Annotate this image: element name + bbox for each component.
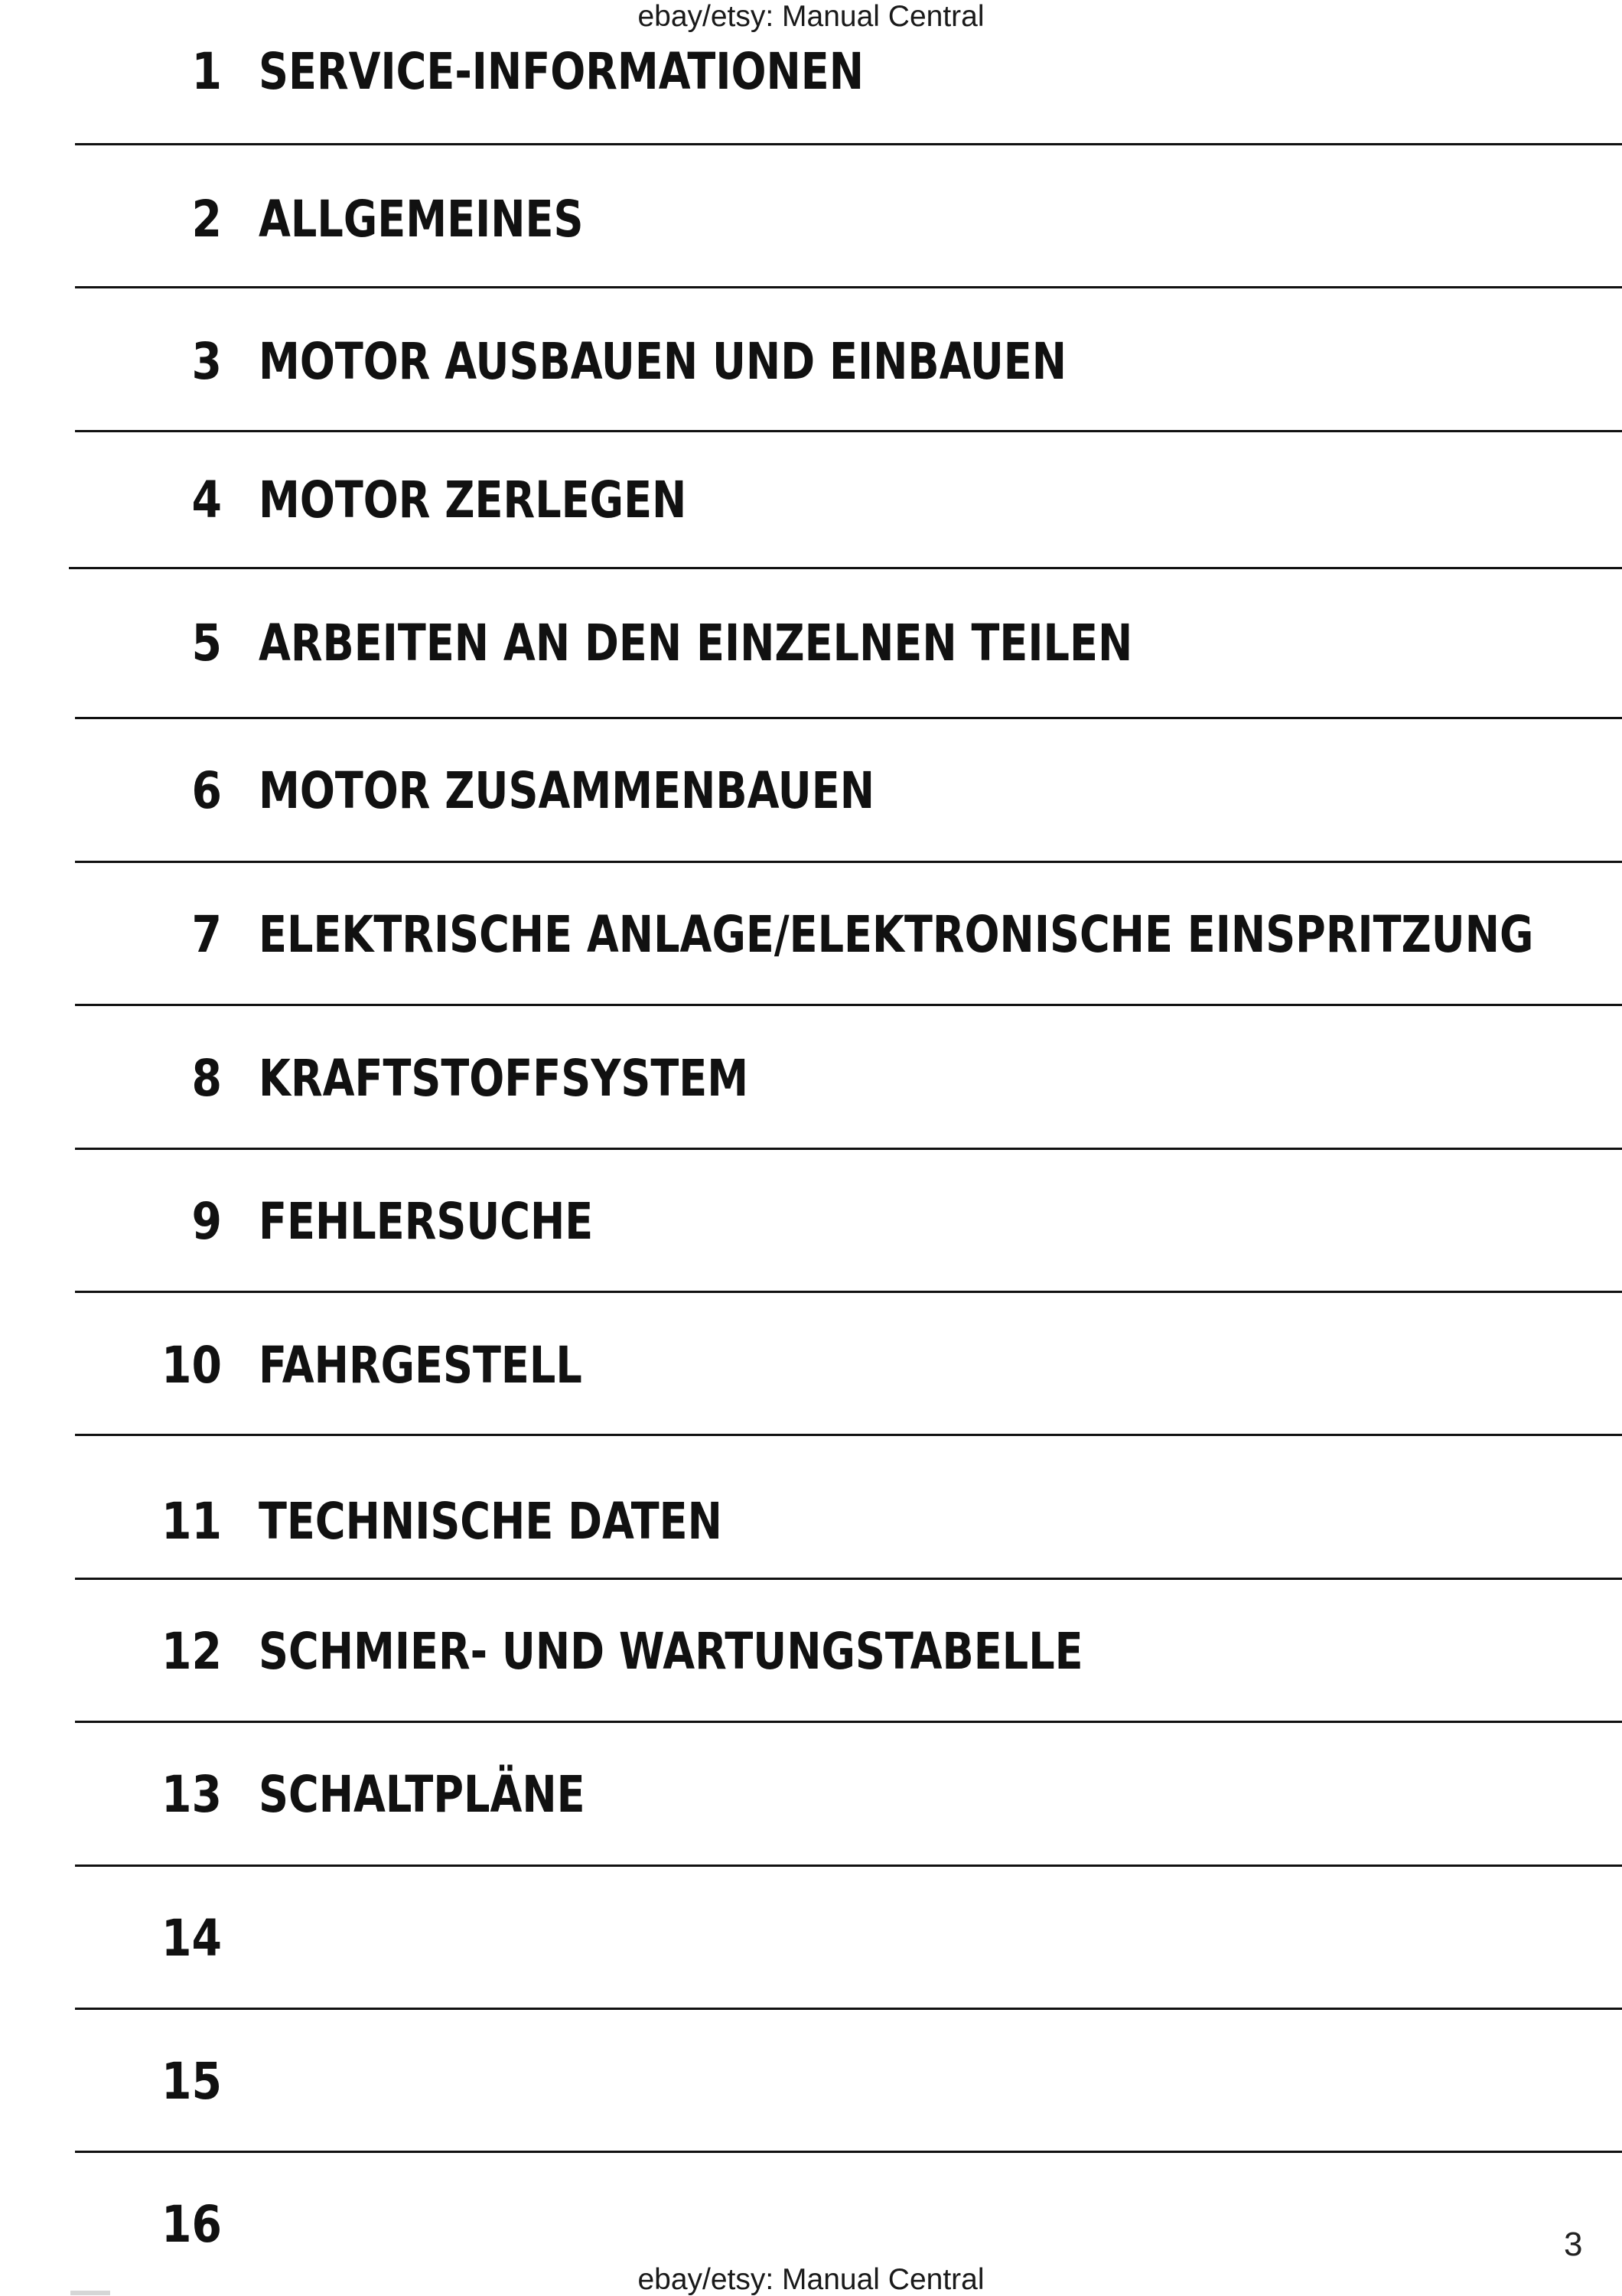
section-title: MOTOR ZUSAMMENBAUEN bbox=[259, 761, 875, 820]
divider bbox=[75, 717, 1622, 719]
divider bbox=[75, 286, 1622, 288]
section-title: KRAFTSTOFFSYSTEM bbox=[259, 1049, 749, 1108]
footer-watermark: ebay/etsy: Manual Central bbox=[637, 2263, 985, 2296]
toc-entry-13[interactable] bbox=[0, 1760, 1622, 1829]
divider bbox=[75, 1434, 1622, 1436]
divider bbox=[75, 861, 1622, 863]
section-number: 3 bbox=[191, 332, 222, 391]
section-number: 9 bbox=[191, 1192, 222, 1251]
section-title: ARBEITEN AN DEN EINZELNEN TEILEN bbox=[259, 614, 1133, 673]
section-number: 4 bbox=[191, 471, 222, 529]
divider bbox=[75, 1578, 1622, 1580]
toc-entry-8[interactable] bbox=[0, 1044, 1622, 1113]
toc-entry-5[interactable] bbox=[0, 609, 1622, 678]
divider bbox=[75, 430, 1622, 432]
section-number: 12 bbox=[161, 1622, 222, 1681]
section-number: 14 bbox=[161, 1909, 222, 1968]
section-title: TECHNISCHE DATEN bbox=[259, 1492, 722, 1551]
section-number: 16 bbox=[161, 2195, 222, 2254]
section-number: 13 bbox=[161, 1765, 222, 1824]
page-number: 3 bbox=[1564, 2226, 1583, 2263]
toc-entry-11[interactable] bbox=[0, 1487, 1622, 1556]
section-number: 6 bbox=[191, 761, 222, 820]
header-watermark: ebay/etsy: Manual Central bbox=[637, 0, 985, 33]
toc-entry-15[interactable] bbox=[0, 2047, 1622, 2116]
section-title: SCHMIER- UND WARTUNGSTABELLE bbox=[259, 1622, 1083, 1681]
divider bbox=[75, 2151, 1622, 2153]
toc-entry-14[interactable] bbox=[0, 1904, 1622, 1973]
divider bbox=[75, 1148, 1622, 1150]
divider bbox=[75, 1721, 1622, 1723]
toc-entry-6[interactable] bbox=[0, 757, 1622, 826]
section-title: MOTOR ZERLEGEN bbox=[259, 471, 687, 529]
scan-artifact bbox=[70, 2291, 110, 2295]
divider bbox=[75, 1864, 1622, 1867]
divider bbox=[75, 1004, 1622, 1006]
section-number: 5 bbox=[191, 614, 222, 673]
section-title: FEHLERSUCHE bbox=[259, 1192, 594, 1251]
section-number: 7 bbox=[191, 905, 222, 964]
section-number: 10 bbox=[161, 1336, 222, 1395]
toc-entry-4[interactable] bbox=[0, 466, 1622, 535]
section-number: 8 bbox=[191, 1049, 222, 1108]
divider bbox=[75, 2008, 1622, 2010]
section-title: SCHALTPLÄNE bbox=[259, 1765, 585, 1824]
section-title: MOTOR AUSBAUEN UND EINBAUEN bbox=[259, 332, 1067, 391]
toc-entry-10[interactable] bbox=[0, 1331, 1622, 1400]
toc-entry-2[interactable] bbox=[0, 185, 1622, 254]
toc-entry-1[interactable] bbox=[0, 37, 1622, 106]
section-number: 15 bbox=[161, 2052, 222, 2111]
section-number: 1 bbox=[191, 42, 222, 101]
divider bbox=[69, 567, 1622, 569]
section-title: ELEKTRISCHE ANLAGE/ELEKTRONISCHE EINSPRITZUNG bbox=[259, 905, 1534, 964]
divider bbox=[75, 1291, 1622, 1293]
toc-entry-9[interactable] bbox=[0, 1187, 1622, 1256]
toc-entry-12[interactable] bbox=[0, 1617, 1622, 1686]
toc-entry-16[interactable] bbox=[0, 2190, 1622, 2259]
section-title: FAHRGESTELL bbox=[259, 1336, 582, 1395]
toc-entry-3[interactable] bbox=[0, 327, 1622, 396]
section-title: SERVICE-INFORMATIONEN bbox=[259, 42, 865, 101]
section-number: 2 bbox=[191, 190, 222, 249]
toc-entry-7[interactable] bbox=[0, 900, 1622, 969]
divider bbox=[75, 143, 1622, 145]
section-number: 11 bbox=[161, 1492, 222, 1551]
section-title: ALLGEMEINES bbox=[259, 190, 584, 249]
